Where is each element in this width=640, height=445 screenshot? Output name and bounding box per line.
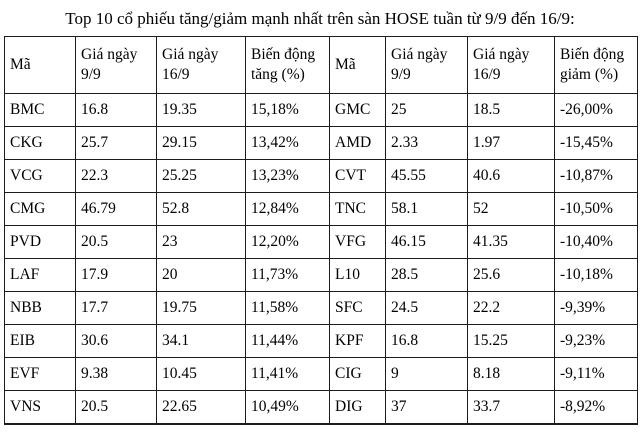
- table-cell: 25.6: [468, 259, 555, 292]
- table-cell: NBB: [5, 292, 76, 325]
- table-cell: 8.18: [468, 358, 555, 391]
- table-row: [5, 391, 638, 424]
- table-cell: -15,45%: [555, 127, 638, 160]
- table-cell: 20.5: [76, 226, 157, 259]
- table-cell: TNC: [330, 193, 386, 226]
- table-cell: 25.7: [76, 127, 157, 160]
- table-row: [5, 292, 638, 325]
- table-cell: 22.65: [157, 391, 246, 424]
- column-header-ticker-loss: Mã: [330, 37, 386, 94]
- column-header-ticker-gain: Mã: [5, 37, 76, 94]
- table-cell: BMC: [5, 94, 76, 127]
- table-cell: EIB: [5, 325, 76, 358]
- table-cell: CMG: [5, 193, 76, 226]
- table-row: [5, 226, 638, 259]
- table-cell: EVF: [5, 358, 76, 391]
- table-cell: GMC: [330, 94, 386, 127]
- table-cell: 2.33: [386, 127, 468, 160]
- column-header-price-16-9-gain: Giá ngày 16/9: [157, 37, 246, 94]
- table-cell: 15,18%: [246, 94, 330, 127]
- table-cell: 29.15: [157, 127, 246, 160]
- header-row: [5, 37, 638, 94]
- table-cell: 46.79: [76, 193, 157, 226]
- table-cell: -9,39%: [555, 292, 638, 325]
- table-cell: 52: [468, 193, 555, 226]
- table-cell: 11,73%: [246, 259, 330, 292]
- column-header-price-9-9-gain: Giá ngày 9/9: [76, 37, 157, 94]
- table-cell: -10,18%: [555, 259, 638, 292]
- table-row: [5, 160, 638, 193]
- table-cell: 11,58%: [246, 292, 330, 325]
- table-cell: 13,42%: [246, 127, 330, 160]
- column-header-change-loss: Biến động giảm (%): [555, 37, 638, 94]
- table-cell: 37: [386, 391, 468, 424]
- table-cell: 25.25: [157, 160, 246, 193]
- table-cell: 17.9: [76, 259, 157, 292]
- column-header-price-9-9-loss: Giá ngày 9/9: [386, 37, 468, 94]
- table-cell: 18.5: [468, 94, 555, 127]
- column-header-price-16-9-loss: Giá ngày 16/9: [468, 37, 555, 94]
- table-cell: KPF: [330, 325, 386, 358]
- table-cell: PVD: [5, 226, 76, 259]
- table-cell: 25: [386, 94, 468, 127]
- table-cell: 20.5: [76, 391, 157, 424]
- table-cell: CVT: [330, 160, 386, 193]
- page-title: Top 10 cổ phiếu tăng/giảm mạnh nhất trên sàn HOSE tuần từ 9/9 đến 16/9:: [65, 9, 575, 28]
- table-cell: 58.1: [386, 193, 468, 226]
- table-cell: 13,23%: [246, 160, 330, 193]
- table-cell: 11,44%: [246, 325, 330, 358]
- table-cell: 28.5: [386, 259, 468, 292]
- table-cell: 16.8: [76, 94, 157, 127]
- table-cell: VFG: [330, 226, 386, 259]
- table-cell: AMD: [330, 127, 386, 160]
- table-cell: 22.2: [468, 292, 555, 325]
- table-body: [5, 94, 638, 424]
- table-row: [5, 259, 638, 292]
- table-cell: CKG: [5, 127, 76, 160]
- table-cell: 10.45: [157, 358, 246, 391]
- column-header-change-gain: Biến động tăng (%): [246, 37, 330, 94]
- table-row: [5, 325, 638, 358]
- table-cell: CIG: [330, 358, 386, 391]
- table-cell: 19.35: [157, 94, 246, 127]
- table-cell: 52.8: [157, 193, 246, 226]
- table-cell: LAF: [5, 259, 76, 292]
- table-cell: 30.6: [76, 325, 157, 358]
- table-cell: -26,00%: [555, 94, 638, 127]
- table-cell: VCG: [5, 160, 76, 193]
- table-cell: -9,11%: [555, 358, 638, 391]
- table-cell: 41.35: [468, 226, 555, 259]
- table-cell: -10,50%: [555, 193, 638, 226]
- table-cell: -10,40%: [555, 226, 638, 259]
- table-cell: 9.38: [76, 358, 157, 391]
- table-cell: 16.8: [386, 325, 468, 358]
- table-cell: 1.97: [468, 127, 555, 160]
- table-cell: -10,87%: [555, 160, 638, 193]
- table-cell: 34.1: [157, 325, 246, 358]
- table-cell: 24.5: [386, 292, 468, 325]
- table-cell: 23: [157, 226, 246, 259]
- table-row: [5, 358, 638, 391]
- table-cell: 9: [386, 358, 468, 391]
- table-cell: -8,92%: [555, 391, 638, 424]
- table-row: [5, 127, 638, 160]
- table-cell: L10: [330, 259, 386, 292]
- table-cell: 17.7: [76, 292, 157, 325]
- table-cell: 46.15: [386, 226, 468, 259]
- table-cell: SFC: [330, 292, 386, 325]
- table-header: [5, 37, 638, 94]
- table-cell: 33.7: [468, 391, 555, 424]
- table-cell: VNS: [5, 391, 76, 424]
- table-cell: 15.25: [468, 325, 555, 358]
- stock-table: [4, 36, 638, 425]
- table-cell: DIG: [330, 391, 386, 424]
- table-cell: 22.3: [76, 160, 157, 193]
- table-cell: 20: [157, 259, 246, 292]
- table-cell: -9,23%: [555, 325, 638, 358]
- table-cell: 12,84%: [246, 193, 330, 226]
- table-cell: 12,20%: [246, 226, 330, 259]
- table-cell: 19.75: [157, 292, 246, 325]
- table-row: [5, 193, 638, 226]
- table-cell: 40.6: [468, 160, 555, 193]
- table-row: [5, 94, 638, 127]
- table-cell: 11,41%: [246, 358, 330, 391]
- table-cell: 45.55: [386, 160, 468, 193]
- table-cell: 10,49%: [246, 391, 330, 424]
